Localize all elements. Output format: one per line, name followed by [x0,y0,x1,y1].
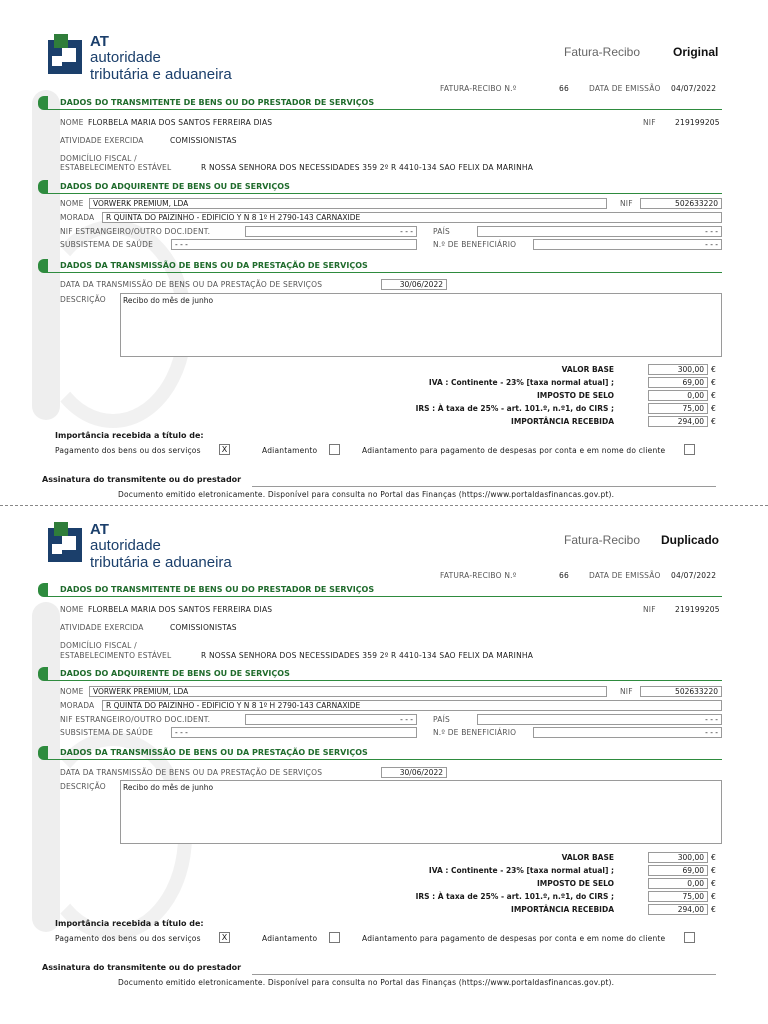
brand-line-2: tributária e aduaneira [90,66,232,83]
irs-value: 75,00 [648,403,708,414]
seller-name: FLORBELA MARIA DOS SANTOS FERREIRA DIAS [88,118,273,127]
option-payment-label: Pagamento dos bens ou dos serviços [55,446,201,455]
option-advance-label: Adiantamento [262,934,318,943]
buyer-section-title: DADOS DO ADQUIRENTE DE BENS OU DE SERVIÇOS [60,669,290,678]
base-value-label: VALOR BASE [561,365,614,374]
irs-value: 75,00 [648,891,708,902]
brand-name [90,522,232,570]
buyer-nif-label: NIF [620,687,633,696]
base-value-label: VALOR BASE [561,853,614,862]
buyer-subsystem-field: - - - [171,727,417,738]
amount-received-label: IMPORTÂNCIA RECEBIDA [511,417,614,426]
invoice-number: 66 [559,571,569,580]
stamp-duty-label: IMPOSTO DE SELO [536,391,614,400]
signature-line [252,486,716,487]
buyer-subsystem-label: SUBSISTEMA DE SAÚDE [60,728,154,737]
stamp-duty-value: 0,00 [648,878,708,889]
buyer-foreign-nif-label: NIF ESTRANGEIRO/OUTRO DOC.IDENT. [60,227,211,236]
option-advance-checkbox[interactable] [329,932,340,943]
iva-label: IVA : Continente - 23% [taxa normal atual] ; [428,378,614,387]
option-payment-checkbox[interactable]: X [219,444,230,455]
brand-line-1: autoridade [90,49,161,66]
seller-name: FLORBELA MARIA DOS SANTOS FERREIRA DIAS [88,605,273,614]
buyer-foreign-nif-field: - - - [245,226,417,237]
copy-label: Original [673,45,719,59]
issue-date-label: DATA DE EMISSÃO [589,84,661,93]
amount-received-label: IMPORTÂNCIA RECEBIDA [511,905,614,914]
amount-received-value: 294,00 [648,416,708,427]
received-as-title: Importância recebida a título de: [55,919,204,928]
transmission-date-field: 30/06/2022 [381,767,447,778]
irs-currency: € [711,404,716,413]
buyer-section-header [38,180,722,194]
irs-label: IRS : À taxa de 25% - art. 101.º, n.º1, do CIRS ; [415,404,614,413]
option-expenses-advance-checkbox[interactable] [684,932,695,943]
seller-section-title: DADOS DO TRANSMITENTE DE BENS OU DO PRESTADOR DE SERVIÇOS [60,585,375,594]
iva-value: 69,00 [648,377,708,388]
seller-section-title: DADOS DO TRANSMITENTE DE BENS OU DO PRESTADOR DE SERVIÇOS [60,98,375,107]
irs-currency: € [711,892,716,901]
received-currency: € [711,417,716,426]
transmission-date-label: DATA DA TRANSMISSÃO DE BENS OU DA PRESTAÇÃO DE SERVIÇOS [60,280,323,289]
buyer-address-field: R QUINTA DO PAIZINHO - EDIFICIO Y N 8 1º H 2790-143 CARNAXIDE [102,212,722,223]
buyer-name-field: VORWERK PREMIUM, LDA [89,686,607,697]
option-expenses-advance-checkbox[interactable] [684,444,695,455]
buyer-foreign-nif-field: - - - [245,714,417,725]
description-label: DESCRIÇÃO [60,295,106,304]
brand-line-1: autoridade [90,537,161,554]
buyer-name-label: NOME [60,687,84,696]
seller-address: R NOSSA SENHORA DOS NECESSIDADES 359 2º R 4410-134 SAO FELIX DA MARINHA [201,651,534,660]
seller-activity-label: ATIVIDADE EXERCIDA [60,136,144,145]
iva-value: 69,00 [648,865,708,876]
signature-line [252,974,716,975]
footer-note: Documento emitido eletronicamente. Disponível para consulta no Portal das Finanças (https://www.portaldasfinancas.gov.pt). [118,978,615,987]
stamp-currency: € [711,879,716,888]
description-field: Recibo do mês de junho [120,293,722,357]
buyer-beneficiary-field: - - - [533,239,722,250]
buyer-subsystem-field: - - - [171,239,417,250]
seller-nif-label: NIF [643,605,656,614]
transmission-date-label: DATA DA TRANSMISSÃO DE BENS OU DA PRESTAÇÃO DE SERVIÇOS [60,768,323,777]
issue-date-label: DATA DE EMISSÃO [589,571,661,580]
transmission-section-header [38,259,722,273]
transmission-section-title: DADOS DA TRANSMISSÃO DE BENS OU DA PRESTAÇÃO DE SERVIÇOS [60,261,368,270]
buyer-country-label: PAÍS [433,715,450,724]
seller-nif-label: NIF [643,118,656,127]
seller-activity: COMISSIONISTAS [170,623,237,632]
cut-line [0,505,768,506]
base-currency: € [711,365,716,374]
description-label: DESCRIÇÃO [60,782,106,791]
seller-section-header [38,583,722,597]
seller-name-label: NOME [60,118,84,127]
invoice-number-label: FATURA-RECIBO N.º [440,571,517,580]
seller-activity-label: ATIVIDADE EXERCIDA [60,623,144,632]
buyer-beneficiary-label: N.º DE BENEFICIÁRIO [433,240,517,249]
document-type: Fatura-Recibo [564,45,641,59]
stamp-currency: € [711,391,716,400]
invoice-copy-duplicate [0,512,768,1012]
seller-activity: COMISSIONISTAS [170,136,237,145]
issue-date: 04/07/2022 [671,84,717,93]
received-currency: € [711,905,716,914]
buyer-nif-label: NIF [620,199,633,208]
seller-address-label-2: ESTABELECIMENTO ESTÁVEL [60,163,172,172]
seller-nif: 219199205 [675,118,720,127]
invoice-number: 66 [559,84,569,93]
seller-address-label-2: ESTABELECIMENTO ESTÁVEL [60,651,172,660]
option-expenses-advance-label: Adiantamento para pagamento de despesas por conta e em nome do cliente [362,934,666,943]
buyer-foreign-nif-label: NIF ESTRANGEIRO/OUTRO DOC.IDENT. [60,715,211,724]
buyer-address-label: MORADA [60,213,95,222]
option-payment-label: Pagamento dos bens ou dos serviços [55,934,201,943]
buyer-country-field: - - - [477,226,722,237]
footer-note: Documento emitido eletronicamente. Disponível para consulta no Portal das Finanças (https://www.portaldasfinancas.gov.pt). [118,490,615,499]
seller-address: R NOSSA SENHORA DOS NECESSIDADES 359 2º R 4410-134 SAO FELIX DA MARINHA [201,163,534,172]
stamp-duty-value: 0,00 [648,390,708,401]
buyer-subsystem-label: SUBSISTEMA DE SAÚDE [60,240,154,249]
option-payment-checkbox[interactable]: X [219,932,230,943]
buyer-name-field: VORWERK PREMIUM, LDA [89,198,607,209]
buyer-section-title: DADOS DO ADQUIRENTE DE BENS OU DE SERVIÇOS [60,182,290,191]
amount-received-value: 294,00 [648,904,708,915]
received-as-title: Importância recebida a título de: [55,431,204,440]
brand-line-2: tributária e aduaneira [90,554,232,571]
iva-currency: € [711,378,716,387]
stamp-duty-label: IMPOSTO DE SELO [536,879,614,888]
option-expenses-advance-label: Adiantamento para pagamento de despesas por conta e em nome do cliente [362,446,666,455]
buyer-country-label: PAÍS [433,227,450,236]
seller-address-label-1: DOMICÍLIO FISCAL / [60,154,137,163]
iva-label: IVA : Continente - 23% [taxa normal atual] ; [428,866,614,875]
buyer-beneficiary-label: N.º DE BENEFICIÁRIO [433,728,517,737]
seller-address-label-1: DOMICÍLIO FISCAL / [60,641,137,650]
buyer-name-label: NOME [60,199,84,208]
buyer-section-header [38,667,722,681]
option-advance-checkbox[interactable] [329,444,340,455]
transmission-section-title: DADOS DA TRANSMISSÃO DE BENS OU DA PRESTAÇÃO DE SERVIÇOS [60,748,368,757]
transmission-section-header [38,746,722,760]
brand-acronym: AT [90,33,109,50]
iva-currency: € [711,866,716,875]
brand-name [90,34,232,82]
at-logo-icon [48,522,88,564]
seller-section-header [38,96,722,110]
brand-acronym: AT [90,521,109,538]
buyer-beneficiary-field: - - - [533,727,722,738]
buyer-address-field: R QUINTA DO PAIZINHO - EDIFICIO Y N 8 1º H 2790-143 CARNAXIDE [102,700,722,711]
signature-label: Assinatura do transmitente ou do prestador [42,475,242,484]
option-advance-label: Adiantamento [262,446,318,455]
base-value: 300,00 [648,364,708,375]
document-type: Fatura-Recibo [564,533,641,547]
description-field: Recibo do mês de junho [120,780,722,844]
base-currency: € [711,853,716,862]
buyer-address-label: MORADA [60,701,95,710]
issue-date: 04/07/2022 [671,571,717,580]
signature-label: Assinatura do transmitente ou do prestador [42,963,242,972]
irs-label: IRS : À taxa de 25% - art. 101.º, n.º1, do CIRS ; [415,892,614,901]
transmission-date-field: 30/06/2022 [381,279,447,290]
seller-name-label: NOME [60,605,84,614]
seller-nif: 219199205 [675,605,720,614]
invoice-copy-original [0,0,768,500]
at-logo-icon [48,34,88,76]
base-value: 300,00 [648,852,708,863]
buyer-country-field: - - - [477,714,722,725]
buyer-nif-field: 502633220 [640,198,722,209]
copy-label: Duplicado [661,533,720,547]
invoice-number-label: FATURA-RECIBO N.º [440,84,517,93]
buyer-nif-field: 502633220 [640,686,722,697]
